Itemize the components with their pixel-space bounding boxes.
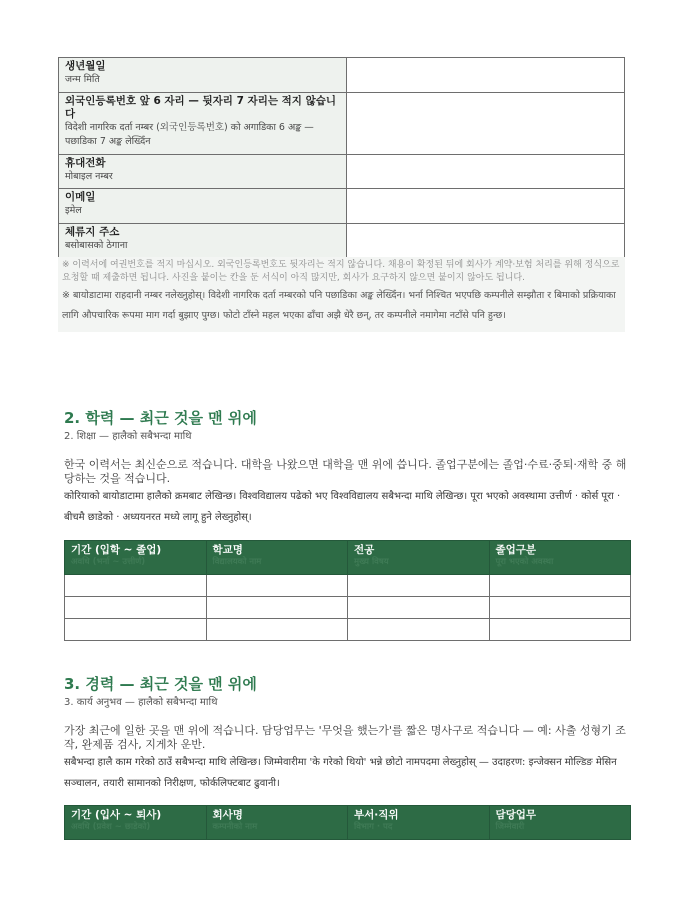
header-ko: 기간 (입사 ~ 퇴사) xyxy=(71,809,162,821)
table-row xyxy=(59,189,625,224)
section-desc-ne: सबैभन्दा हालै काम गरेको ठाउँ सबैभन्दा माथि लेखिन्छ। जिम्मेवारीमा 'के गरेको थियो' भन्ने छोटो नामपदमा लेख्नुहोस् — उदाहरण: इन्जेक्सन मोल्डिङ मेसिन सञ्चालन, तयारी सामानको निरीक्षण, फोर्कलिफ्टबाट ढुवानी। xyxy=(64,757,617,789)
column-header xyxy=(348,541,490,575)
mobile-field[interactable] xyxy=(347,155,625,189)
email-label xyxy=(59,189,347,224)
header-ne: विद्यालयको नाम xyxy=(212,557,262,567)
table-row xyxy=(59,155,625,189)
table-cell[interactable] xyxy=(348,597,490,619)
career-section xyxy=(64,674,632,794)
registration-number-field[interactable] xyxy=(347,93,625,155)
column-header xyxy=(65,806,207,840)
table-cell[interactable] xyxy=(489,619,631,641)
header-ne: अवधि (भर्ना ~ उत्तीर्ण) xyxy=(71,557,146,567)
header-ne: पूरा भएको अवस्था xyxy=(495,557,554,567)
table-row xyxy=(59,58,625,93)
header-ne: जिम्मेवारी xyxy=(495,822,525,832)
section-title: 2. 학력 — 최근 것을 맨 위에 xyxy=(64,409,257,427)
label-ne: बसोबासको ठेगाना xyxy=(65,240,128,251)
address-field[interactable] xyxy=(347,224,625,258)
birthdate-label xyxy=(59,58,347,93)
label-ko: 이메일 xyxy=(65,191,96,203)
table-cell[interactable] xyxy=(348,619,490,641)
table-row xyxy=(65,575,631,597)
column-header xyxy=(489,806,631,840)
header-ko: 부서·직위 xyxy=(354,809,399,821)
column-header xyxy=(206,806,348,840)
label-ne: मोबाइल नम्बर xyxy=(65,171,113,182)
personal-info-table xyxy=(58,57,625,258)
header-ko: 기간 (입학 ~ 졸업) xyxy=(71,544,162,556)
table-cell[interactable] xyxy=(489,575,631,597)
label-ne: विदेशी नागरिक दर्ता नम्बर (외국인등록번호) को अगाडिका 6 अङ्क — पछाडिका 7 अङ्क लेख्दिँन xyxy=(65,122,314,147)
section-title: 3. 경력 — 최근 것을 맨 위에 xyxy=(64,675,257,693)
table-cell[interactable] xyxy=(489,597,631,619)
note-ko: ※ 이력서에 여권번호를 적지 마십시오. 외국인등록번호도 뒷자리는 적지 않습니다. 채용이 확정된 뒤에 회사가 계약·보험 처리를 위해 정식으로 요청할 때 제출하면 됩니다. 사진을 붙이는 칸을 둔 서식이 아직 많지만, 회사가 요구하지 않으면 붙이지 않아도 됩니다. xyxy=(62,260,620,283)
column-header xyxy=(348,806,490,840)
career-table xyxy=(64,805,631,840)
section-desc-ko: 가장 최근에 일한 곳을 맨 위에 적습니다. 담당업무는 '무엇을 했는가'를 짧은 명사구로 적습니다 — 예: 사출 성형기 조작, 완제품 검사, 지게차 운반. xyxy=(64,724,626,751)
email-field[interactable] xyxy=(347,189,625,224)
section-desc-ne: कोरियाको बायोडाटामा हालैको क्रमबाट लेखिन्छ। विश्वविद्यालय पढेको भए विश्वविद्यालय सबैभन्दा माथि लेखिन्छ। पूरा भएको अवस्थामा उत्तीर्ण · कोर्स पूरा · बीचमै छाडेको · अध्ययनरत मध्ये लागू हुने लेख्नुहोस्। xyxy=(64,491,621,523)
label-ne: इमेल xyxy=(65,205,82,216)
header-ne: मुख्य विषय xyxy=(354,557,389,567)
table-row xyxy=(59,93,625,155)
header-ne: विभाग · पद xyxy=(354,822,393,832)
header-ko: 학교명 xyxy=(212,544,243,556)
label-ko: 체류지 주소 xyxy=(65,226,120,238)
table-cell[interactable] xyxy=(65,597,207,619)
birthdate-field[interactable] xyxy=(347,58,625,93)
header-ko: 전공 xyxy=(354,544,375,556)
label-ko: 생년월일 xyxy=(65,60,106,72)
column-header xyxy=(206,541,348,575)
education-section xyxy=(64,408,632,528)
header-ko: 회사명 xyxy=(212,809,243,821)
table-cell[interactable] xyxy=(206,575,348,597)
section-subtitle: 2. शिक्षा — हालैको सबैभन्दा माथि xyxy=(64,431,192,442)
registration-number-label xyxy=(59,93,347,155)
table-cell[interactable] xyxy=(206,597,348,619)
column-header xyxy=(65,541,207,575)
header-ko: 졸업구분 xyxy=(495,544,537,556)
label-ko: 휴대전화 xyxy=(65,157,106,169)
table-cell[interactable] xyxy=(65,619,207,641)
label-ko: 외국인등록번호 앞 6 자리 — 뒷자리 7 자리는 적지 않습니다 xyxy=(65,95,337,120)
table-cell[interactable] xyxy=(206,619,348,641)
table-cell[interactable] xyxy=(65,575,207,597)
mobile-label xyxy=(59,155,347,189)
privacy-note xyxy=(58,257,625,332)
column-header xyxy=(489,541,631,575)
table-cell[interactable] xyxy=(348,575,490,597)
label-ne: जन्म मिति xyxy=(65,74,100,85)
section-subtitle: 3. कार्य अनुभव — हालैको सबैभन्दा माथि xyxy=(64,697,218,708)
table-row xyxy=(59,224,625,258)
table-row xyxy=(65,619,631,641)
address-label xyxy=(59,224,347,258)
header-ko: 담당업무 xyxy=(495,809,537,821)
section-desc-ko: 한국 이력서는 최신순으로 적습니다. 대학을 나왔으면 대학을 맨 위에 씁니다. 졸업구분에는 졸업·수료·중퇴·재학 중 해당하는 것을 적습니다. xyxy=(64,458,627,485)
table-row xyxy=(65,597,631,619)
header-ne: अवधि (प्रवेश ~ छाडेको) xyxy=(71,822,151,832)
education-table xyxy=(64,540,631,641)
table-header-row xyxy=(65,541,631,575)
note-ne: ※ बायोडाटामा राहदानी नम्बर नलेख्नुहोस्। विदेशी नागरिक दर्ता नम्बरको पनि पछाडिका अङ्क लेख्दिँन। भर्ना निश्चित भएपछि कम्पनीले सम्झौता र बिमाको प्रक्रियाका लागि औपचारिक रूपमा माग गर्दा बुझाए पुग्छ। फोटो टाँस्ने महल भएका ढाँचा अझै धेरै छन्, तर कम्पनीले नमागेमा नटाँसे पनि हुन्छ। xyxy=(62,290,616,321)
table-header-row xyxy=(65,806,631,840)
header-ne: कम्पनीको नाम xyxy=(212,822,258,832)
